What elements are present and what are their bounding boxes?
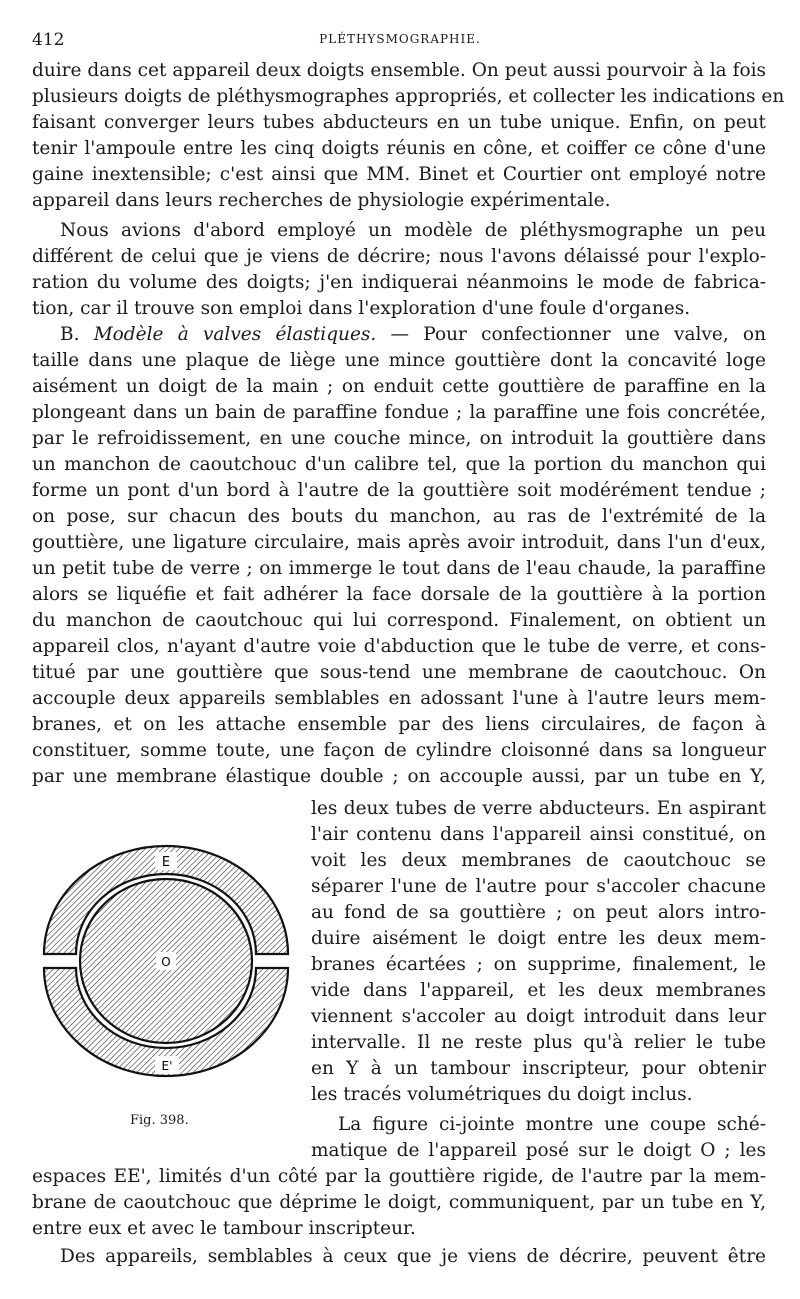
text-line: vide dans l'appareil, et les deux membranes	[311, 980, 766, 1001]
text-line: aisément un doigt de la main ; on enduit cette gouttière de paraffine en la	[32, 376, 766, 397]
text-line: tion, car il trouve son emploi dans l'exploration d'une foule d'organes.	[32, 298, 691, 319]
label-e: E	[161, 855, 171, 870]
text-line: gaine inextensible; c'est ainsi que MM. Binet et Courtier ont employé notre	[32, 164, 766, 185]
text-line: les tracés volumétriques du doigt inclus.	[311, 1084, 693, 1105]
text-line: faisant converger leurs tubes abducteurs en un tube unique. Enfin, on peut	[32, 112, 766, 133]
text-line: un manchon de caoutchouc d'un calibre tel, que la portion du manchon qui	[32, 454, 766, 475]
text-line: plusieurs doigts de pléthysmographes appropriés, et collecter les indications en	[32, 86, 785, 107]
text-line: duire dans cet appareil deux doigts ensemble. On peut aussi pourvoir à la fois	[32, 60, 766, 81]
section-b-rest: — Pour confectionner une valve, on	[376, 324, 766, 345]
text-line: du manchon de caoutchouc qui lui correspond. Finalement, on obtient un	[32, 610, 766, 631]
text-line: titué par une gouttière que sous-tend une membrane de caoutchouc. On	[32, 662, 766, 683]
figure-caption: Fig. 398.	[130, 1113, 189, 1128]
section-b-title: Modèle à valves élastiques.	[93, 324, 377, 345]
text-line: on pose, sur chacun des bouts du manchon, au ras de l'extrémité de la	[32, 506, 766, 527]
text-line: un petit tube de verre ; on immerge le tout dans de l'eau chaude, la paraffine	[32, 558, 766, 579]
text-line: entre eux et avec le tambour inscripteur.	[32, 1218, 416, 1239]
text-line: les deux tubes de verre abducteurs. En aspirant	[311, 798, 766, 819]
text-line: par le refroidissement, en une couche mince, on introduit la gouttière dans	[32, 428, 766, 449]
text-line: appareil dans leurs recherches de physiologie expérimentale.	[32, 190, 611, 211]
text-line: accouple deux appareils semblables en adossant l'une à l'autre leurs mem-	[32, 688, 766, 709]
text-line: forme un pont d'un bord à l'autre de la gouttière soit modérément tendue ;	[32, 480, 766, 501]
text-line: appareil clos, n'ayant d'autre voie d'abduction que le tube de verre, et cons-	[32, 636, 766, 657]
section-b-prefix: B.	[60, 324, 94, 345]
section-b-heading-line	[60, 322, 766, 348]
text-line: taille dans une plaque de liège une mince gouttière dont la concavité loge	[32, 350, 766, 371]
label-e-prime: E'	[161, 1059, 173, 1073]
text-line: intervalle. Il ne reste plus qu'à relier le tube	[311, 1032, 766, 1053]
text-line: brane de caoutchouc que déprime le doigt, communiquent, par un tube en Y,	[32, 1192, 766, 1213]
text-line: gouttière, une ligature circulaire, mais après avoir introduit, dans l'un d'eux,	[32, 532, 766, 553]
text-line: La figure ci-jointe montre une coupe sché-	[338, 1114, 766, 1135]
text-line: différent de celui que je viens de décrire; nous l'avons délaissé pour l'explo-	[32, 246, 766, 267]
text-line: viennent s'accoler au doigt introduit dans leur	[311, 1006, 766, 1027]
text-line: ration du volume des doigts; j'en indiquerai néanmoins le mode de fabrica-	[32, 272, 766, 293]
text-line: au fond de sa gouttière ; on peut alors intro-	[311, 902, 766, 923]
text-line: voit les deux membranes de caoutchouc se	[311, 850, 766, 871]
text-line: tenir l'ampoule entre les cinq doigts réunis en cône, et coiffer ce cône d'une	[32, 138, 766, 159]
page-number: 412	[32, 30, 65, 50]
text-line: Nous avions d'abord employé un modèle de pléthysmographe un peu	[60, 220, 766, 241]
text-line: espaces EE', limités d'un côté par la gouttière rigide, de l'autre par la mem-	[32, 1166, 766, 1187]
running-title: PLÉTHYSMOGRAPHIE.	[319, 32, 481, 46]
page-header	[32, 30, 768, 50]
text-line: plongeant dans un bain de paraffine fondue ; la paraffine une fois concrétée,	[32, 402, 766, 423]
text-line: par une membrane élastique double ; on accouple aussi, par un tube en Y,	[32, 766, 766, 787]
label-o: O	[161, 955, 171, 969]
text-line: branes écartées ; on supprime, finalement, le	[311, 954, 766, 975]
text-line: branes, et on les attache ensemble par des liens circulaires, de façon à	[32, 714, 766, 735]
text-line: en Y à un tambour inscripteur, pour obtenir	[311, 1058, 766, 1079]
text-line: constituer, somme toute, une façon de cylindre cloisonné dans sa longueur	[32, 740, 766, 761]
text-line: alors se liquéfie et fait adhérer la face dorsale de la gouttière à la portion	[32, 584, 766, 605]
text-line: duire aisément le doigt entre les deux mem-	[311, 928, 766, 949]
figure-398-cross-section	[38, 820, 293, 1110]
text-line: Des appareils, semblables à ceux que je viens de décrire, peuvent être	[60, 1246, 766, 1267]
text-line: l'air contenu dans l'appareil ainsi constitué, on	[311, 824, 766, 845]
text-line: séparer l'une de l'autre pour s'accoler chacune	[311, 876, 766, 897]
text-line: matique de l'appareil posé sur le doigt O ; les	[311, 1140, 766, 1161]
